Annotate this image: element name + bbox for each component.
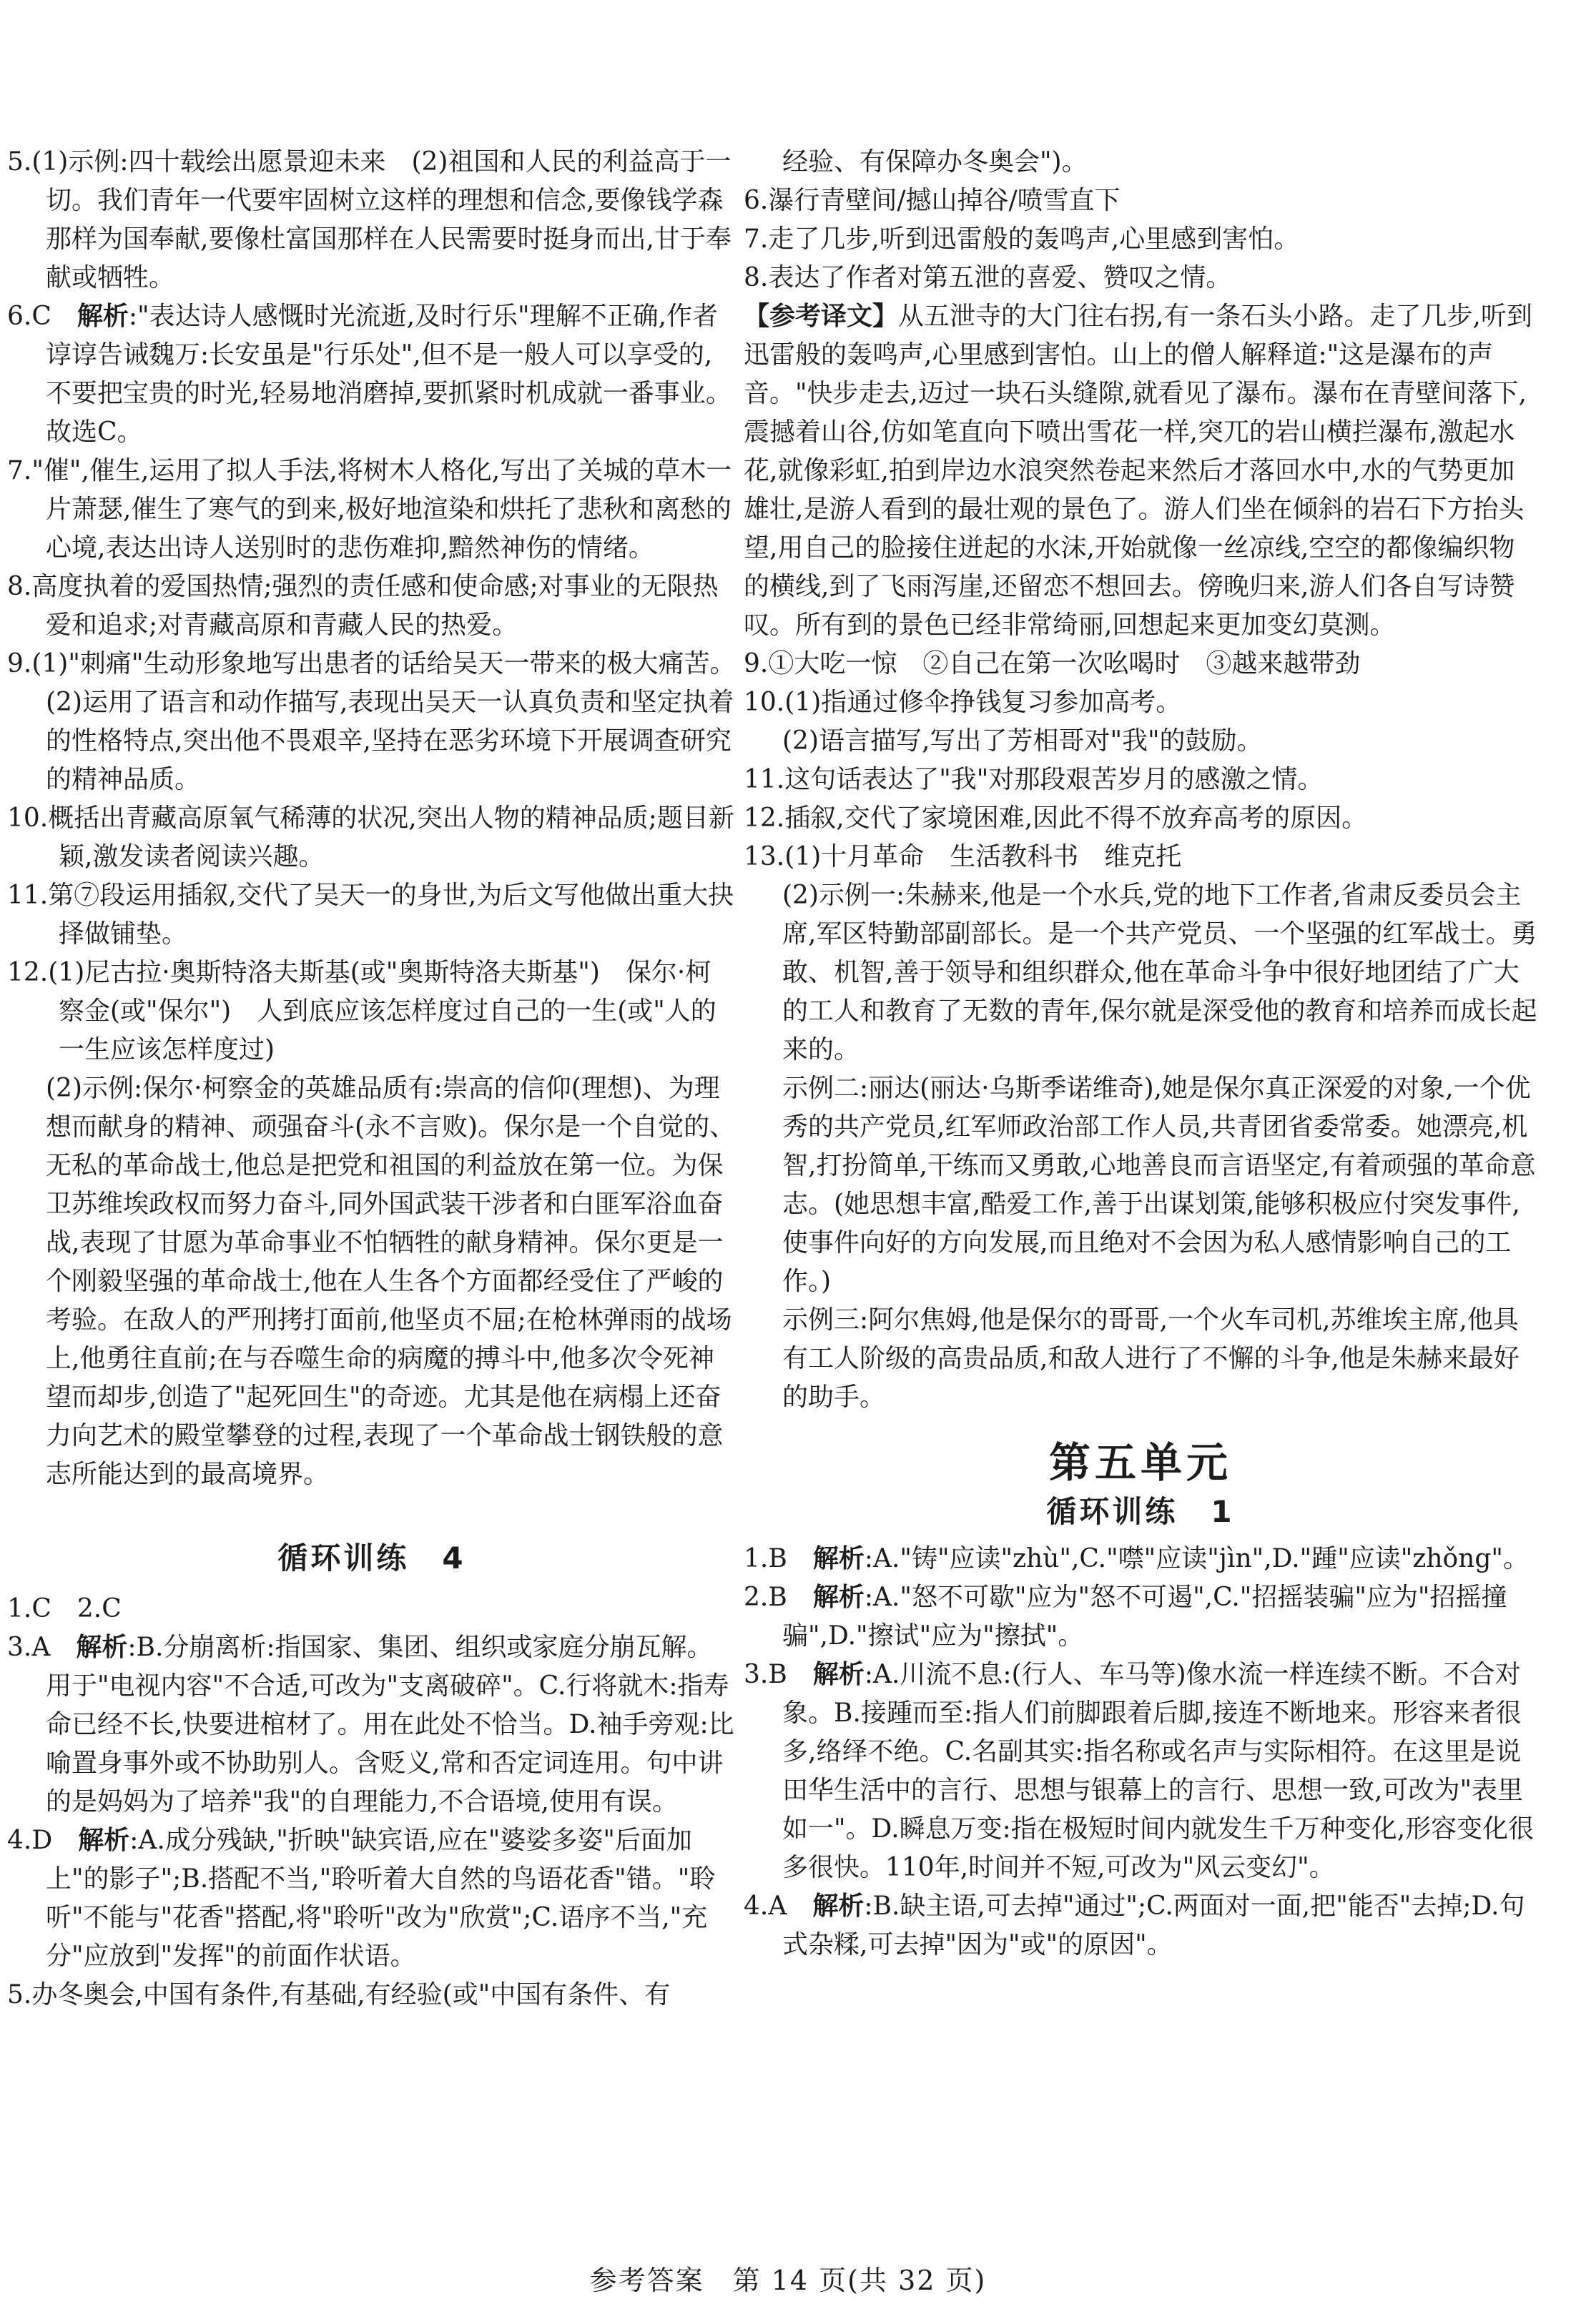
- answer-item: [7, 1821, 737, 1976]
- answer-choice: 1.B: [744, 1544, 813, 1573]
- analysis-label: 解析: [76, 1633, 128, 1662]
- reference-text: 从五泄寺的大门往右拐,有一条石头小路。走了几步,听到迅雷般的轰鸣声,心里感到害怕。山上的僧人解释道:"这是瀑布的声音。"快步走去,迈过一块石头缝隙,就看见了瀑布。瀑布在青壁间落下,震撼着山谷,仿如笔直向下喷出雪花一样,突兀的岩山横拦瀑布,激起水花,就像彩虹,拍到岸边水浪突然卷起来然后才落回水中,水的气势更加雄壮,是游人看到的最壮观的景色了。游人们坐在倾斜的岩石下方抬头望,用自己的脸接住迸起的水沫,开始就像一丝凉线,空空的都像编织物的横线,到了飞雨泻崖,还留恋不想回去。傍晚归来,游人们各自写诗赞叹。所有到的景色已经非常绮丽,回想起来更加变幻莫测。: [744, 302, 1532, 640]
- analysis-label: 解析: [77, 302, 129, 331]
- answer-item: [744, 1887, 1537, 1964]
- analysis-text: :A.成分残缺,"折映"缺宾语,应在"婆娑多姿"后面加上"的影子";B.搭配不当,"聆听着大自然的鸟语花香"错。"聆听"不能与"花香"搭配,将"聆听"改为"欣赏";C.语序不当,"充分"应放到"发挥"的前面作状语。: [46, 1826, 716, 1971]
- analysis-label: 解析: [812, 1544, 865, 1573]
- analysis-label: 解析: [812, 1892, 865, 1921]
- analysis-text: :A.川流不息:(行人、车马等)像水流一样连续不断。不合对象。B.接踵而至:指人们前脚跟着后脚,接连不断地来。形容来者很多,络绎不绝。C.名副其实:指名称或名声与实际相符。在这里是说田华生活中的言行、思想与银幕上的言行、思想一致,可改为"表里如一"。D.瞬息万变:指在极短时间内就发生千万种变化,形容变化很多很快。110年,时间并不短,可改为"风云变幻"。: [782, 1660, 1535, 1882]
- analysis-label: 解析: [812, 1583, 865, 1612]
- answer-item: 11.第⑦段运用插叙,交代了吴天一的身世,为后文写他做出重大抉择做铺垫。: [7, 881, 734, 949]
- answer-choice: 4.A: [744, 1892, 813, 1921]
- answer-item: 9.(1)"刺痛"生动形象地写出患者的话给吴天一带来的极大痛苦。(2)运用了语言和动作描写,表现出吴天一认真负责和坚定执着的性格特点,突出他不畏艰辛,坚持在恶劣环境下开展调查研究的精神品质。: [7, 649, 736, 794]
- answer-item: 5.办冬奥会,中国有条件,有基础,有经验(或"中国有条件、有: [7, 1980, 671, 2009]
- left-column: [7, 143, 737, 2014]
- answer-item: 8.高度执着的爱国热情;强烈的责任感和使命感;对事业的无限热爱和追求;对青藏高原和青藏人民的热爱。: [7, 572, 719, 640]
- reference-translation: [744, 297, 1537, 645]
- answer-choice: 2.B: [744, 1583, 813, 1612]
- answer-item: 12.(1)尼古拉·奥斯特洛夫斯基(或"奥斯特洛夫斯基") 保尔·柯察金(或"保尔") 人到底应该怎样度过自己的一生(或"人的一生应该怎样度过): [7, 958, 716, 1064]
- analysis-text: :B.缺主语,可去掉"通过";C.两面对一面,把"能否"去掉;D.句式杂糅,可去掉"因为"或"的原因"。: [782, 1892, 1525, 1959]
- answer-item: 7."催",催生,运用了拟人手法,将树木人格化,写出了关城的草木一片萧瑟,催生了寒气的到来,极好地渲染和烘托了悲秋和离愁的心境,表达出诗人送别时的悲伤难抑,黯然神伤的情绪。: [7, 456, 732, 563]
- unit-title: 第五单元: [1048, 1438, 1232, 1487]
- answer-item: 10.(1)指通过修伞挣钱复习参加高考。: [744, 688, 1182, 717]
- answer-choice: 3.A: [7, 1633, 77, 1662]
- analysis-text: :A."怒不可歇"应为"怒不可遏",C."招摇装骗"应为"招摇撞骗",D."擦试"应为"擦拭"。: [782, 1583, 1507, 1651]
- answer-item: [7, 1628, 737, 1821]
- answer-item: [744, 1540, 1537, 1578]
- answer-item: (2)示例一:朱赫来,他是一个水兵,党的地下工作者,省肃反委员会主席,军区特勤部副部长。是一个共产党员、一个坚强的红军战士。勇敢、机智,善于领导和组织群众,他在革命斗争中很好地团结了广大的工人和教育了无数的青年,保尔就是深受他的教育和培养而成长起来的。: [782, 881, 1537, 1064]
- analysis-label: 解析: [78, 1826, 130, 1855]
- answer-item: 示例三:阿尔焦姆,他是保尔的哥哥,一个火车司机,苏维埃主席,他具有工人阶级的高贵品质,和敌人进行了不懈的斗争,他是朱赫来最好的助手。: [782, 1305, 1520, 1412]
- analysis-text: :A."铸"应读"zhù",C."噤"应读"jìn",D."踵"应读"zhǒng"。: [864, 1544, 1529, 1573]
- answer-choice: 3.B: [744, 1660, 813, 1689]
- answer-item: 10.概括出青藏高原氧气稀薄的状况,突出人物的精神品质;题目新颖,激发读者阅读兴趣。: [7, 803, 734, 871]
- answer-item: 6.瀑行青壁间/撼山掉谷/喷雪直下: [744, 186, 1121, 215]
- section-title: 循环训练 4: [277, 1541, 466, 1576]
- answer-choice: 4.D: [7, 1826, 79, 1855]
- answer-item: [744, 1656, 1537, 1887]
- answer-item: (2)语言描写,写出了芳相哥对"我"的鼓励。: [782, 726, 1263, 756]
- answer-item: 11.这句话表达了"我"对那段艰苦岁月的感激之情。: [744, 765, 1324, 794]
- answer-item: 8.表达了作者对第五泄的喜爱、赞叹之情。: [744, 263, 1232, 292]
- analysis-label: 解析: [812, 1660, 865, 1689]
- answer-item: 12.插叙,交代了家境困难,因此不得不放弃高考的原因。: [744, 803, 1368, 833]
- section-title: 循环训练 1: [1046, 1494, 1235, 1529]
- answer-item: 13.(1)十月革命 生活教科书 维克托: [744, 842, 1182, 871]
- answer-item: 5.(1)示例:四十载绘出愿景迎未来 (2)祖国和人民的利益高于一切。我们青年一代要牢固树立这样的理想和信念,要像钱学森那样为国奉献,要像杜富国那样在人民需要时挺身而出,甘于奉献或牺牲。: [7, 147, 732, 292]
- right-column: [744, 143, 1537, 1964]
- answer-item: 9.①大吃一惊 ②自己在第一次吆喝时 ③越来越带劲: [744, 649, 1361, 678]
- analysis-text: :B.分崩离析:指国家、集团、组织或家庭分崩瓦解。用于"电视内容"不合适,可改为"支离破碎"。C.行将就木:指寿命已经不长,快要进棺材了。用在此处不恰当。D.袖手旁观:比喻置身事外或不协助别人。含贬义,常和否定词连用。句中讲的是妈妈为了培养"我"的自理能力,不合语境,使用有误。: [46, 1633, 734, 1816]
- answer-item: [7, 297, 737, 452]
- answer-item: 7.走了几步,听到迅雷般的轰鸣声,心里感到害怕。: [744, 224, 1300, 254]
- answer-item: (2)示例:保尔·柯察金的英雄品质有:崇高的信仰(理想)、为理想而献身的精神、顽强奋斗(永不言败)。保尔是一个自觉的、无私的革命战士,他总是把党和祖国的利益放在第一位。为保卫苏维埃政权而努力奋斗,同外国武装干涉者和白匪军浴血奋战,表现了甘愿为革命事业不怕牺牲的献身精神。保尔更是一个刚毅坚强的革命战士,他在人生各个方面都经受住了严峻的考验。在敌人的严刑拷打面前,他坚贞不屈;在枪林弹雨的战场上,他勇往直前;在与吞噬生命的病魔的搏斗中,他多次令死神望而却步,创造了"起死回生"的奇迹。尤其是他在病榻上还奋力向艺术的殿堂攀登的过程,表现了一个革命战士钢铁般的意志所能达到的最高境界。: [46, 1074, 736, 1489]
- answer-item: 1.C 2.C: [7, 1594, 122, 1623]
- answer-item: 经验、有保障办冬奥会")。: [782, 147, 1088, 177]
- analysis-text: :"表达诗人感慨时光流逝,及时行乐"理解不正确,作者谆谆告诫魏万:长安虽是"行乐处",但不是一般人可以享受的,不要把宝贵的时光,轻易地消磨掉,要抓紧时机成就一番事业。故选C。: [46, 302, 732, 447]
- answer-item: 示例二:丽达(丽达·乌斯季诺维奇),她是保尔真正深爱的对象,一个优秀的共产党员,红军师政治部工作人员,共青团省委常委。她漂亮,机智,打扮简单,干练而又勇敢,心地善良而言语坚定,有着顽强的革命意志。(她思想丰富,酷爱工作,善于出谋划策,能够积极应付突发事件,使事件向好的方向发展,而且绝对不会因为私人感情影响自己的工作。): [782, 1074, 1536, 1296]
- answer-item: [744, 1578, 1537, 1656]
- reference-label: 【参考译文】: [744, 302, 899, 331]
- answer-choice: 6.C: [7, 302, 77, 331]
- page-footer: 参考答案 第 14 页(共 32 页): [589, 2265, 987, 2296]
